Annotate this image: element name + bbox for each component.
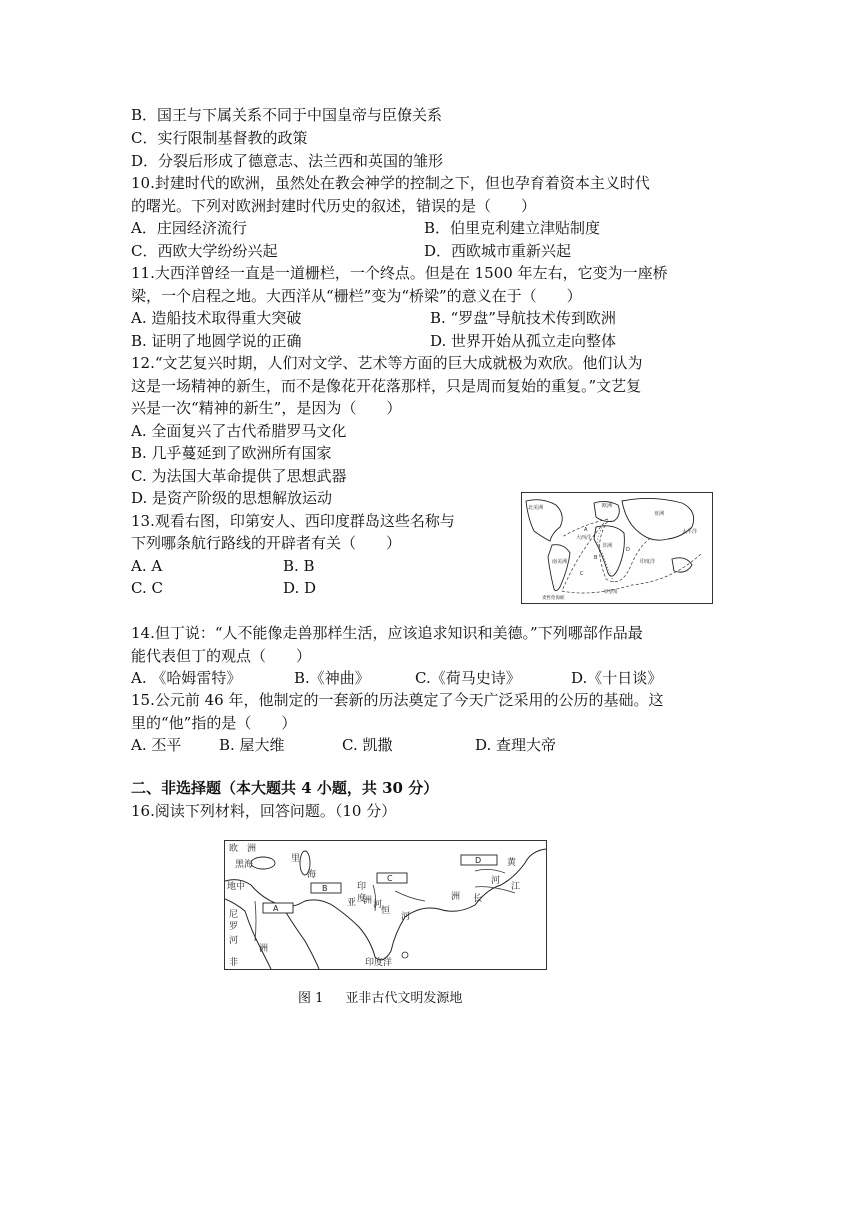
q13-option-b: B. B <box>283 557 315 575</box>
map2-box-a: A <box>273 904 279 913</box>
q14-option-c: C.《荷马史诗》 <box>415 669 521 687</box>
option-line: B．国王与下属关系不同于中国皇帝与臣僚关系 <box>131 106 443 124</box>
q13-option-d: D. D <box>283 579 317 597</box>
q14-option-a: A. 《哈姆雷特》 <box>131 669 242 687</box>
map2-label-yellow-river: 黄 <box>507 858 517 868</box>
map2-label-yellow-river-2: 河 <box>491 876 501 886</box>
map1-label-europe: 欧洲 <box>602 503 613 509</box>
q13-option-a: A. A <box>131 557 163 575</box>
map2-box-b: B <box>322 884 328 893</box>
question-11-stem: 梁，一个启程之地。大西洋从“栅栏”变为“桥梁”的意义在于（ ） <box>131 287 582 305</box>
q15-option-a: A. 丕平 <box>131 736 182 754</box>
figure-title: 亚非古代文明发源地 <box>345 991 463 1006</box>
q11-option-c: B. 证明了地圆学说的正确 <box>131 332 302 350</box>
map2-label-caspian-2: 海 <box>307 870 317 880</box>
question-12-stem: 兴是一次“精神的新生”，是因为（ ） <box>131 399 402 417</box>
map1-label-cape: 好望角 <box>604 590 618 595</box>
map2-label-ganges: 恒 <box>381 906 391 916</box>
map2-label-mediterranean: 地中 <box>227 882 246 892</box>
question-16-stem: 16.阅读下列材料，回答问题。（10 分） <box>131 802 397 820</box>
q14-option-b: B.《神曲》 <box>294 669 370 687</box>
q15-option-d: D. 查理大帝 <box>475 736 557 754</box>
q11-option-a: A. 造船技术取得重大突破 <box>131 309 302 327</box>
map2-box-c: C <box>387 874 393 883</box>
map2-label-indian-ocean: 印度洋 <box>365 958 393 968</box>
q15-option-c: C. 凯撒 <box>342 736 393 754</box>
question-12-stem: 12.“文艺复兴时期，人们对文学、艺术等方面的巨大成就极为欢欣。他们认为 <box>131 354 643 372</box>
question-10-stem: 10.封建时代的欧洲，虽然处在教会神学的控制之下，但也孕育着资本主义时代 <box>131 174 650 192</box>
question-10-stem: 的曙光。下列对欧洲封建时代历史的叙述，错误的是（ ） <box>131 197 537 215</box>
question-15-stem: 15.公元前 46 年，他制定的一套新的历法奠定了今天广泛采用的公历的基础。这 <box>131 691 664 709</box>
map2-label-black-sea: 黑海 <box>235 860 254 870</box>
q10-option-c: C．西欧大学纷纷兴起 <box>131 242 278 260</box>
ancient-civilizations-map <box>224 840 547 970</box>
section-2-heading: 二、非选择题（本大题共 4 小题，共 30 分） <box>131 779 439 797</box>
map1-route-a: A <box>584 527 588 533</box>
q11-option-b: B. “罗盘”导航技术传到欧洲 <box>430 309 616 327</box>
question-12-stem: 这是一场精神的新生，而不是像花开花落那样，只是周而复始的重复。”文艺复 <box>131 377 642 395</box>
map1-label-magellan: 麦哲伦海峡 <box>542 596 565 601</box>
q13-option-c: C. C <box>131 579 163 597</box>
civilizations-svg <box>225 841 546 969</box>
map2-label-asia: 亚 <box>347 898 357 908</box>
question-13-stem: 13.观看右图，印第安人、西印度群岛这些名称与 <box>131 512 455 530</box>
map2-label-indus: 河 <box>373 900 383 910</box>
q14-option-d: D.《十日谈》 <box>571 669 663 687</box>
map2-label-india-2: 度 <box>357 894 367 904</box>
map2-label-nile-2: 罗 <box>229 922 239 932</box>
question-15-stem: 里的“他”指的是（ ） <box>131 714 297 732</box>
map1-label-north-america: 北美洲 <box>528 505 544 511</box>
map1-label-indian-ocean: 印度洋 <box>640 559 656 565</box>
map1-label-south-america: 南美洲 <box>552 559 568 565</box>
figure-caption <box>298 990 484 1008</box>
map1-label-atlantic: 大西洋 <box>576 535 592 541</box>
map2-label-asia-2: 洲 <box>363 896 373 906</box>
q12-option-c: C. 为法国大革命提供了思想武器 <box>131 467 347 485</box>
q15-option-b: B. 屋大维 <box>219 736 285 754</box>
q11-option-d: D. 世界开始从孤立走向整体 <box>430 332 617 350</box>
map1-route-c: C <box>580 571 584 577</box>
question-14-stem: 能代表但丁的观点（ ） <box>131 647 312 665</box>
q12-option-d: D. 是资产阶级的思想解放运动 <box>131 489 333 507</box>
q10-option-d: D．西欧城市重新兴起 <box>424 242 572 260</box>
map2-label-yangtze-2: 江 <box>511 882 521 892</box>
map2-label-india: 印 <box>357 882 367 892</box>
map1-label-africa: 非洲 <box>602 543 613 549</box>
map2-label-caspian: 里 <box>291 854 301 864</box>
question-13-stem: 下列哪条航行路线的开辟者有关（ ） <box>131 534 402 552</box>
question-14-stem: 14.但丁说：“人不能像走兽那样生活，应该追求知识和美德。”下列哪部作品最 <box>131 624 643 642</box>
figure-number: 图 1 <box>298 991 324 1006</box>
q10-option-b: B．伯里克利建立津贴制度 <box>424 219 601 237</box>
map2-label-asia-east: 洲 <box>451 892 461 902</box>
map1-route-d: D <box>626 547 630 553</box>
map2-label-africa-2: 洲 <box>259 944 269 954</box>
map1-route-b: B <box>594 555 598 561</box>
question-11-stem: 11.大西洋曾经一直是一道栅栏，一个终点。但是在 1500 年左右，它变为一座桥 <box>131 264 668 282</box>
q12-option-b: B. 几乎蔓延到了欧洲所有国家 <box>131 444 332 462</box>
map2-label-europe: 欧 洲 <box>229 844 257 854</box>
map2-label-africa: 非 <box>229 958 239 968</box>
map2-label-nile-3: 河 <box>229 936 239 946</box>
map1-label-asia: 亚洲 <box>654 511 665 517</box>
voyage-routes-map <box>521 492 713 604</box>
voyage-routes-svg <box>522 493 712 603</box>
map2-box-d: D <box>475 856 482 865</box>
option-line: C．实行限制基督教的政策 <box>131 129 308 147</box>
map2-label-ganges-2: 河 <box>401 912 411 922</box>
q10-option-a: A．庄园经济流行 <box>131 219 247 237</box>
map2-label-yangtze: 长 <box>473 894 483 904</box>
option-line: D．分裂后形成了德意志、法兰西和英国的雏形 <box>131 152 444 170</box>
q12-option-a: A. 全面复兴了古代希腊罗马文化 <box>131 422 347 440</box>
map2-label-nile: 尼 <box>229 910 239 920</box>
map1-label-pacific: 太平洋 <box>682 529 698 535</box>
